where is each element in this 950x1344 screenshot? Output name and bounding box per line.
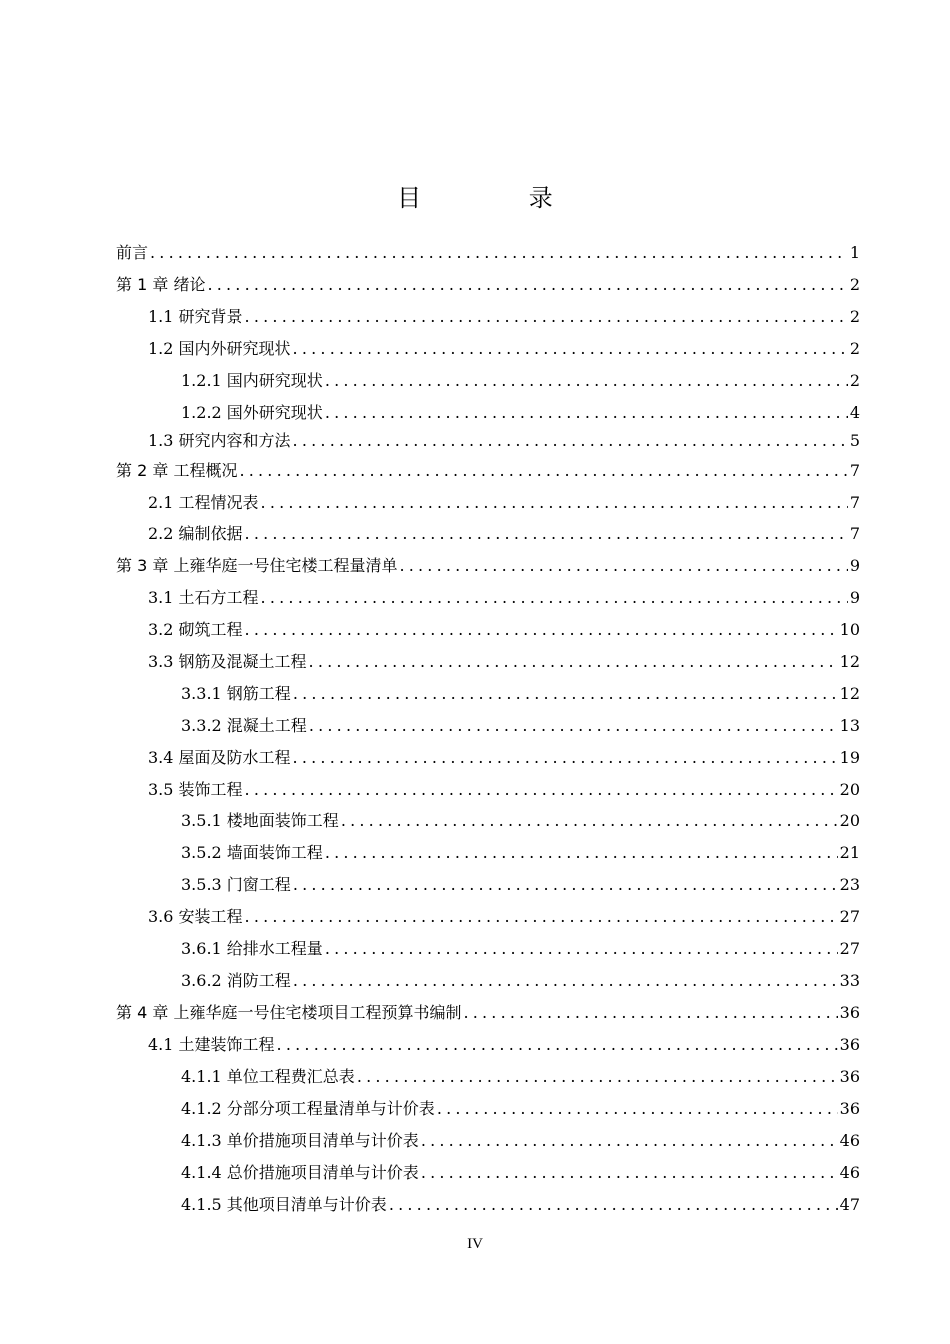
toc-dot-leader: [437, 1098, 838, 1120]
toc-entry-page-number: 12: [839, 652, 860, 671]
footer-page-number: IV: [467, 1236, 483, 1252]
toc-dot-leader: [239, 460, 847, 482]
toc-entry[interactable]: [148, 619, 860, 641]
toc-entry[interactable]: [148, 747, 860, 769]
toc-entry-label: 4.1.4 总价措施项目清单与计价表: [181, 1163, 419, 1182]
toc-entry-label: 3.5.3 门窗工程: [181, 875, 291, 894]
toc-entry-label: 4.1.5 其他项目清单与计价表: [181, 1195, 387, 1214]
toc-entry-label: 1.1 研究背景: [148, 307, 243, 326]
toc-entry[interactable]: [181, 370, 860, 392]
toc-entry-label: 3.3 钢筋及混凝土工程: [148, 652, 307, 671]
toc-entry-page-number: 20: [839, 780, 860, 799]
toc-entry[interactable]: [148, 430, 860, 452]
toc-entry[interactable]: [116, 274, 860, 296]
toc-entry-label: 4.1 土建装饰工程: [148, 1035, 275, 1054]
toc-entry-label: 第 1 章 绪论: [116, 275, 206, 294]
toc-dot-leader: [389, 1194, 838, 1216]
toc-entry-page-number: 12: [839, 684, 860, 703]
toc-entry-page-number: 19: [839, 748, 860, 767]
toc-entry-label: 2.2 编制依据: [148, 524, 243, 543]
toc-entry[interactable]: [181, 970, 860, 992]
toc-dot-leader: [463, 1002, 837, 1024]
toc-entry-label: 第 3 章 上雍华庭一号住宅楼工程量清单: [116, 556, 398, 575]
toc-entry[interactable]: [116, 555, 860, 577]
toc-entry[interactable]: [181, 842, 860, 864]
toc-entry-page-number: 46: [839, 1163, 860, 1182]
toc-entry-page-number: 9: [849, 588, 860, 607]
toc-dot-leader: [245, 523, 848, 545]
toc-entry[interactable]: [181, 1130, 860, 1152]
toc-dot-leader: [293, 430, 848, 452]
toc-entry[interactable]: [181, 715, 860, 737]
toc-dot-leader: [325, 938, 838, 960]
toc-entry-page-number: 13: [839, 716, 860, 735]
toc-entry[interactable]: [181, 1162, 860, 1184]
toc-entry[interactable]: [148, 651, 860, 673]
toc-entry-page-number: 9: [849, 556, 860, 575]
toc-entry-label: 1.2.2 国外研究现状: [181, 403, 323, 422]
toc-entry-page-number: 23: [839, 875, 860, 894]
toc-entry-label: 3.5 装饰工程: [148, 780, 243, 799]
toc-entry-label: 3.2 砌筑工程: [148, 620, 243, 639]
toc-entry-label: 第 2 章 工程概况: [116, 461, 238, 480]
toc-entry-label: 1.2.1 国内研究现状: [181, 371, 323, 390]
toc-entry-label: 3.5.2 墙面装饰工程: [181, 843, 323, 862]
toc-entry[interactable]: [181, 938, 860, 960]
toc-entry[interactable]: [181, 810, 860, 832]
toc-dot-leader: [293, 874, 838, 896]
toc-dot-leader: [277, 1034, 838, 1056]
toc-entry-label: 3.1 土石方工程: [148, 588, 259, 607]
toc-dot-leader: [325, 402, 848, 424]
toc-dot-leader: [245, 619, 838, 641]
toc-entry-page-number: 46: [839, 1131, 860, 1150]
toc-entry[interactable]: [116, 242, 860, 264]
toc-entry-page-number: 20: [839, 811, 860, 830]
toc-entry-page-number: 36: [839, 1035, 860, 1054]
toc-dot-leader: [421, 1162, 838, 1184]
toc-entry-page-number: 4: [849, 403, 860, 422]
toc-dot-leader: [325, 842, 838, 864]
toc-dot-leader: [245, 306, 848, 328]
toc-entry[interactable]: [148, 587, 860, 609]
toc-entry-label: 3.3.1 钢筋工程: [181, 684, 291, 703]
toc-entry-page-number: 1: [849, 243, 860, 262]
toc-entry[interactable]: [181, 874, 860, 896]
toc-entry-page-number: 10: [839, 620, 860, 639]
toc-entry[interactable]: [181, 1098, 860, 1120]
toc-dot-leader: [309, 715, 838, 737]
toc-dot-leader: [293, 683, 838, 705]
toc-entry-page-number: 47: [839, 1195, 860, 1214]
toc-dot-leader: [245, 906, 838, 928]
toc-dot-leader: [207, 274, 847, 296]
toc-entry-page-number: 5: [849, 431, 860, 450]
toc-entry-label: 4.1.1 单位工程费汇总表: [181, 1067, 355, 1086]
toc-entry-label: 2.1 工程情况表: [148, 493, 259, 512]
toc-entry-page-number: 2: [849, 371, 860, 390]
toc-entry[interactable]: [181, 1066, 860, 1088]
toc-entry-page-number: 7: [849, 524, 860, 543]
toc-dot-leader: [293, 970, 838, 992]
toc-entry-label: 前言: [116, 243, 149, 262]
toc-dot-leader: [261, 587, 848, 609]
toc-dot-leader: [293, 747, 838, 769]
toc-entry-label: 3.4 屋面及防水工程: [148, 748, 291, 767]
toc-dot-leader: [293, 338, 848, 360]
toc-entry-page-number: 27: [839, 939, 860, 958]
toc-entry[interactable]: [148, 523, 860, 545]
toc-entry-page-number: 33: [839, 971, 860, 990]
toc-entry-label: 1.3 研究内容和方法: [148, 431, 291, 450]
toc-entry-page-number: 36: [839, 1067, 860, 1086]
toc-dot-leader: [150, 242, 848, 264]
toc-entry-page-number: 2: [849, 307, 860, 326]
toc-dot-leader: [341, 810, 838, 832]
toc-entry-label: 3.6 安装工程: [148, 907, 243, 926]
toc-entry-page-number: 21: [839, 843, 860, 862]
page-title: 目 录: [397, 184, 603, 212]
toc-dot-leader: [261, 492, 848, 514]
toc-entry-label: 4.1.2 分部分项工程量清单与计价表: [181, 1099, 435, 1118]
toc-entry-page-number: 36: [839, 1003, 860, 1022]
toc-entry[interactable]: [116, 460, 860, 482]
toc-dot-leader: [245, 779, 838, 801]
toc-dot-leader: [421, 1130, 838, 1152]
toc-entry-label: 3.5.1 楼地面装饰工程: [181, 811, 339, 830]
toc-entry-label: 3.6.1 给排水工程量: [181, 939, 323, 958]
toc-entry[interactable]: [148, 492, 860, 514]
toc-entry-label: 3.6.2 消防工程: [181, 971, 291, 990]
toc-entry-label: 第 4 章 上雍华庭一号住宅楼项目工程预算书编制: [116, 1003, 462, 1022]
toc-dot-leader: [325, 370, 848, 392]
toc-dot-leader: [309, 651, 838, 673]
toc-entry-label: 3.3.2 混凝土工程: [181, 716, 307, 735]
toc-entry-page-number: 36: [839, 1099, 860, 1118]
toc-entry[interactable]: [116, 1002, 860, 1024]
toc-entry[interactable]: [181, 1194, 860, 1216]
toc-entry[interactable]: [181, 683, 860, 705]
toc-entry-label: 1.2 国内外研究现状: [148, 339, 291, 358]
toc-entry[interactable]: [148, 906, 860, 928]
toc-entry[interactable]: [148, 779, 860, 801]
toc-entry-page-number: 7: [849, 493, 860, 512]
toc-entry-label: 4.1.3 单价措施项目清单与计价表: [181, 1131, 419, 1150]
toc-entry[interactable]: [148, 306, 860, 328]
toc-entry-page-number: 2: [849, 275, 860, 294]
toc-entry-page-number: 7: [849, 461, 860, 480]
toc-entry[interactable]: [148, 1034, 860, 1056]
toc-dot-leader: [357, 1066, 838, 1088]
toc-entry[interactable]: [148, 338, 860, 360]
toc-entry-page-number: 2: [849, 339, 860, 358]
toc-entry-page-number: 27: [839, 907, 860, 926]
toc-entry[interactable]: [181, 402, 860, 424]
toc-dot-leader: [399, 555, 847, 577]
